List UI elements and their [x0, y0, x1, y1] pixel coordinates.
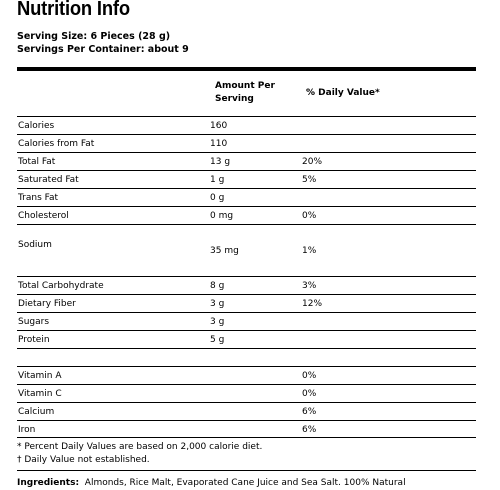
nutrient-name: Protein — [18, 335, 50, 345]
nutrient-amount: 13 g — [210, 157, 231, 167]
ingredients-label: Ingredients: — [17, 478, 80, 488]
nutrient-name: Iron — [18, 425, 36, 435]
nutrient-name: Calcium — [18, 407, 55, 417]
nutrient-daily-value: 0% — [302, 211, 317, 221]
nutrient-name: Vitamin C — [18, 389, 62, 399]
nutrient-name: Saturated Fat — [18, 175, 79, 185]
nutrient-name: Total Fat — [18, 157, 56, 167]
ingredients-rule — [17, 470, 476, 471]
nutrient-amount: 3 g — [210, 299, 225, 309]
table-bottom-rule — [17, 437, 476, 438]
nutrient-name: Calories from Fat — [18, 139, 95, 149]
nutrient-daily-value: 0% — [302, 389, 317, 399]
nutrient-amount: 5 g — [210, 335, 225, 345]
amount-per-serving-header: Amount Per Serving — [215, 81, 275, 104]
table-row — [17, 116, 476, 135]
nutrient-daily-value: 5% — [302, 175, 317, 185]
table-row — [17, 170, 476, 189]
nutrient-amount: 3 g — [210, 317, 225, 327]
table-row — [17, 134, 476, 153]
nutrient-name: Calories — [18, 121, 55, 131]
table-row — [17, 276, 476, 295]
page-title: Nutrition Info — [17, 0, 130, 20]
table-row — [17, 206, 476, 225]
table-row — [17, 402, 476, 421]
footnote-not-established: † Daily Value not established. — [17, 455, 150, 465]
table-row — [17, 152, 476, 171]
nutrient-name: Sodium — [18, 240, 52, 250]
nutrient-daily-value: 6% — [302, 407, 317, 417]
nutrient-amount: 1 g — [210, 175, 225, 185]
servings-per-container: Servings Per Container: about 9 — [17, 44, 189, 55]
table-row — [17, 294, 476, 313]
table-row — [17, 384, 476, 403]
nutrient-daily-value: 12% — [302, 299, 323, 309]
table-row — [17, 348, 476, 367]
nutrient-amount: 35 mg — [210, 246, 239, 256]
nutrient-name: Cholesterol — [18, 211, 69, 221]
ingredients — [17, 478, 406, 488]
nutrient-name: Total Carbohydrate — [18, 281, 104, 291]
serving-size: Serving Size: 6 Pieces (28 g) — [17, 31, 171, 42]
nutrient-daily-value: 6% — [302, 425, 317, 435]
table-row — [17, 312, 476, 331]
ingredients-text: Almonds, Rice Malt, Evaporated Cane Juice and Sea Salt. 100% Natural — [84, 478, 406, 488]
nutrient-daily-value: 1% — [302, 246, 317, 256]
nutrient-name: Dietary Fiber — [18, 299, 76, 309]
nutrient-amount: 160 — [210, 121, 228, 131]
nutrient-daily-value: 3% — [302, 281, 317, 291]
table-row — [17, 366, 476, 385]
nutrient-daily-value: 20% — [302, 157, 323, 167]
table-row — [17, 224, 476, 277]
nutrient-name: Sugars — [18, 317, 50, 327]
nutrient-amount: 8 g — [210, 281, 225, 291]
footnote-daily-values: * Percent Daily Values are based on 2,000 calorie diet. — [17, 442, 263, 452]
nutrient-name: Vitamin A — [18, 371, 62, 381]
table-row — [17, 330, 476, 349]
nutrient-amount: 0 g — [210, 193, 225, 203]
nutrient-daily-value: 0% — [302, 371, 317, 381]
daily-value-header: % Daily Value* — [306, 88, 380, 98]
nutrient-amount: 0 mg — [210, 211, 234, 221]
table-row — [17, 188, 476, 207]
top-rule — [17, 67, 476, 71]
nutrient-name: Trans Fat — [18, 193, 59, 203]
nutrient-amount: 110 — [210, 139, 228, 149]
